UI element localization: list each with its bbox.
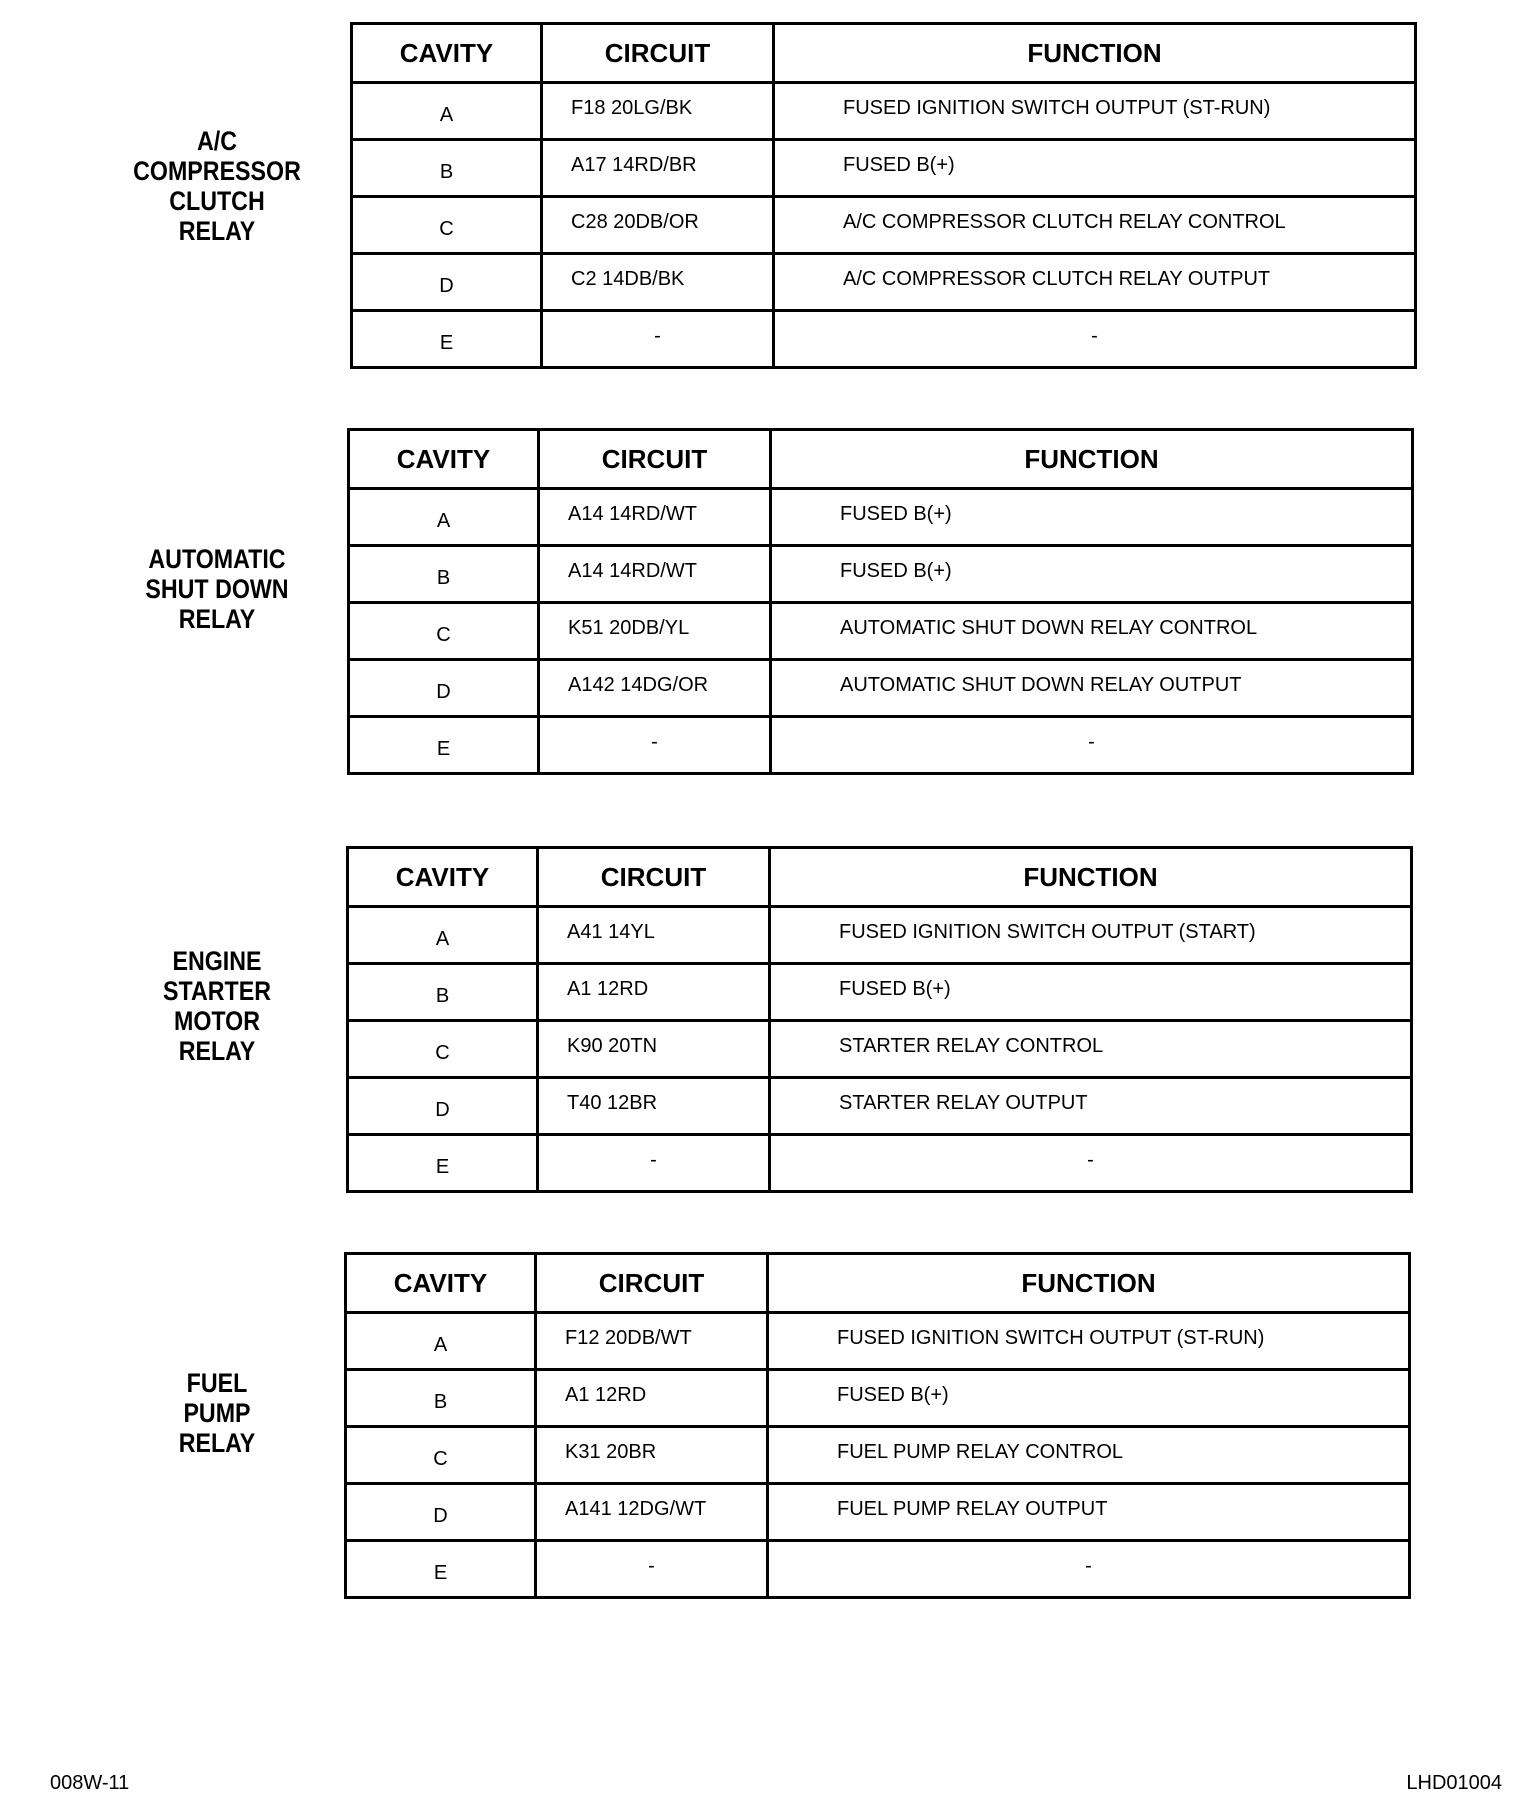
circuit-header: CIRCUIT	[536, 1254, 768, 1313]
table-row	[346, 1541, 1410, 1598]
function-cell: FUSED B(+)	[771, 489, 1413, 546]
function-header: FUNCTION	[774, 24, 1416, 83]
cavity-cell: C	[346, 1427, 536, 1484]
function-header: FUNCTION	[770, 848, 1412, 907]
relay-label-line: RELAY	[178, 604, 256, 634]
circuit-cell: F12 20DB/WT	[536, 1313, 768, 1370]
cavity-cell: C	[348, 1021, 538, 1078]
circuit-cell: A1 12RD	[536, 1370, 768, 1427]
function-cell: AUTOMATIC SHUT DOWN RELAY CONTROL	[771, 603, 1413, 660]
function-cell: FUSED B(+)	[774, 140, 1416, 197]
table-row	[348, 964, 1412, 1021]
table-header-row	[346, 1254, 1410, 1313]
cavity-header: CAVITY	[352, 24, 542, 83]
function-cell: FUSED B(+)	[770, 964, 1412, 1021]
circuit-cell: F18 20LG/BK	[542, 83, 774, 140]
function-cell: STARTER RELAY OUTPUT	[770, 1078, 1412, 1135]
circuit-cell: A14 14RD/WT	[539, 489, 771, 546]
function-cell: -	[768, 1541, 1410, 1598]
cavity-cell: A	[352, 83, 542, 140]
circuit-cell: A14 14RD/WT	[539, 546, 771, 603]
cavity-cell: B	[349, 546, 539, 603]
pinout-table	[346, 846, 1413, 1193]
function-cell: AUTOMATIC SHUT DOWN RELAY OUTPUT	[771, 660, 1413, 717]
cavity-cell: A	[349, 489, 539, 546]
table-row	[352, 140, 1416, 197]
table-header-row	[352, 24, 1416, 83]
relay-block-automatic-shut-down	[0, 428, 1520, 760]
table-row	[352, 83, 1416, 140]
table-row	[349, 717, 1413, 774]
table-row	[352, 197, 1416, 254]
circuit-cell: -	[538, 1135, 770, 1192]
circuit-header: CIRCUIT	[538, 848, 770, 907]
table-row	[346, 1313, 1410, 1370]
relay-label-line: MOTOR	[174, 1006, 260, 1036]
relay-label-line: STARTER	[163, 976, 271, 1006]
cavity-cell: A	[346, 1313, 536, 1370]
table-row	[352, 254, 1416, 311]
cavity-cell: D	[349, 660, 539, 717]
relay-label-line: PUMP	[183, 1398, 251, 1428]
function-cell: FUSED B(+)	[768, 1370, 1410, 1427]
circuit-cell: A41 14YL	[538, 907, 770, 964]
cavity-cell: B	[352, 140, 542, 197]
table-row	[349, 660, 1413, 717]
cavity-cell: B	[348, 964, 538, 1021]
function-cell: FUEL PUMP RELAY CONTROL	[768, 1427, 1410, 1484]
table-row	[348, 1021, 1412, 1078]
function-cell: A/C COMPRESSOR CLUTCH RELAY OUTPUT	[774, 254, 1416, 311]
function-cell: -	[774, 311, 1416, 368]
table-row	[349, 546, 1413, 603]
cavity-cell: E	[346, 1541, 536, 1598]
table-header-row	[348, 848, 1412, 907]
relay-label	[127, 1368, 308, 1458]
relay-label-line: CLUTCH	[169, 186, 265, 216]
cavity-cell: D	[348, 1078, 538, 1135]
relay-label	[127, 126, 308, 246]
cavity-header: CAVITY	[348, 848, 538, 907]
function-cell: STARTER RELAY CONTROL	[770, 1021, 1412, 1078]
function-header: FUNCTION	[771, 430, 1413, 489]
circuit-cell: -	[539, 717, 771, 774]
relay-label-line: FUEL	[186, 1368, 248, 1398]
relay-block-ac-compressor-clutch	[0, 22, 1520, 354]
cavity-header: CAVITY	[346, 1254, 536, 1313]
circuit-cell: -	[536, 1541, 768, 1598]
function-header: FUNCTION	[768, 1254, 1410, 1313]
circuit-cell: -	[542, 311, 774, 368]
cavity-cell: D	[346, 1484, 536, 1541]
table-row	[352, 311, 1416, 368]
relay-label-line: SHUT DOWN	[145, 574, 289, 604]
relay-label	[127, 946, 308, 1066]
function-cell: -	[771, 717, 1413, 774]
table-row	[348, 1078, 1412, 1135]
function-cell: FUSED B(+)	[771, 546, 1413, 603]
function-cell: A/C COMPRESSOR CLUTCH RELAY CONTROL	[774, 197, 1416, 254]
circuit-header: CIRCUIT	[539, 430, 771, 489]
function-cell: -	[770, 1135, 1412, 1192]
circuit-cell: T40 12BR	[538, 1078, 770, 1135]
cavity-cell: D	[352, 254, 542, 311]
function-cell: FUSED IGNITION SWITCH OUTPUT (START)	[770, 907, 1412, 964]
cavity-cell: C	[349, 603, 539, 660]
relay-label-line: AUTOMATIC	[148, 544, 286, 574]
cavity-cell: E	[349, 717, 539, 774]
table-row	[348, 1135, 1412, 1192]
relay-block-engine-starter-motor	[0, 846, 1520, 1178]
cavity-cell: A	[348, 907, 538, 964]
cavity-cell: E	[352, 311, 542, 368]
cavity-cell: C	[352, 197, 542, 254]
circuit-cell: K90 20TN	[538, 1021, 770, 1078]
circuit-cell: A142 14DG/OR	[539, 660, 771, 717]
function-cell: FUSED IGNITION SWITCH OUTPUT (ST-RUN)	[774, 83, 1416, 140]
circuit-cell: K31 20BR	[536, 1427, 768, 1484]
function-cell: FUEL PUMP RELAY OUTPUT	[768, 1484, 1410, 1541]
relay-label-line: ENGINE	[172, 946, 262, 976]
table-row	[346, 1427, 1410, 1484]
relay-label	[127, 544, 308, 634]
document-code-right: LHD01004	[1406, 1772, 1502, 1794]
relay-label-line: RELAY	[178, 1428, 256, 1458]
relay-label-line: RELAY	[178, 216, 256, 246]
circuit-cell: A1 12RD	[538, 964, 770, 1021]
cavity-header: CAVITY	[349, 430, 539, 489]
circuit-header: CIRCUIT	[542, 24, 774, 83]
circuit-cell: A141 12DG/WT	[536, 1484, 768, 1541]
circuit-cell: A17 14RD/BR	[542, 140, 774, 197]
relay-label-line: RELAY	[178, 1036, 256, 1066]
circuit-cell: C28 20DB/OR	[542, 197, 774, 254]
relay-label-line: A/C	[197, 126, 237, 156]
pinout-table	[350, 22, 1417, 369]
table-row	[346, 1484, 1410, 1541]
table-row	[349, 603, 1413, 660]
relay-block-fuel-pump	[0, 1252, 1520, 1584]
circuit-cell: K51 20DB/YL	[539, 603, 771, 660]
pinout-table	[344, 1252, 1411, 1599]
table-header-row	[349, 430, 1413, 489]
table-row	[349, 489, 1413, 546]
table-row	[346, 1370, 1410, 1427]
table-row	[348, 907, 1412, 964]
relay-label-line: COMPRESSOR	[133, 156, 301, 186]
document-code-left: 008W-11	[50, 1772, 130, 1794]
pinout-table	[347, 428, 1414, 775]
circuit-cell: C2 14DB/BK	[542, 254, 774, 311]
cavity-cell: B	[346, 1370, 536, 1427]
cavity-cell: E	[348, 1135, 538, 1192]
function-cell: FUSED IGNITION SWITCH OUTPUT (ST-RUN)	[768, 1313, 1410, 1370]
